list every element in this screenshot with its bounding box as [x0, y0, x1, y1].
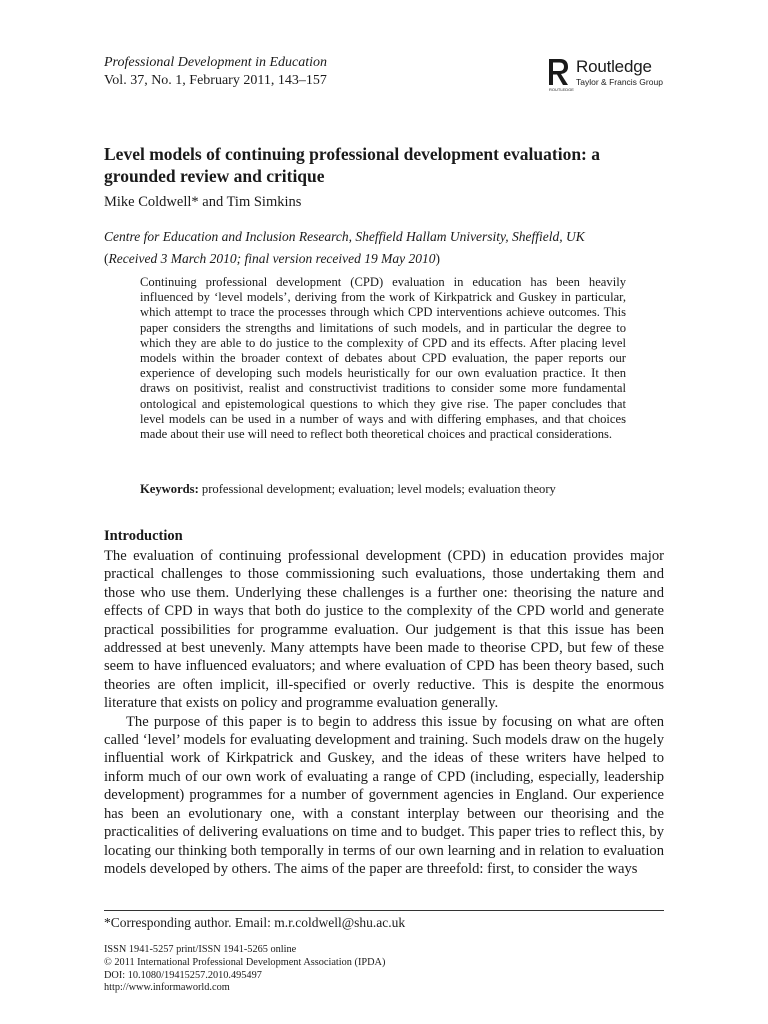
received-close-paren: ): [435, 251, 441, 266]
publisher-name: Routledge: [576, 57, 652, 76]
section-heading-introduction: Introduction: [104, 528, 183, 544]
received-dates: [104, 250, 440, 267]
publisher-logo-text: [576, 58, 663, 88]
keywords-list: professional development; evaluation; level models; evaluation theory: [201, 482, 556, 496]
journal-name: Professional Development in Education: [104, 55, 328, 70]
received-open-paren: (: [104, 251, 109, 266]
introduction-body: [104, 547, 664, 878]
article-title: Level models of continuing professional development evaluation: a grounded review and critique: [104, 144, 601, 186]
routledge-logo-icon: [548, 58, 574, 92]
author-affiliation: Centre for Education and Inclusion Research, Sheffield Hallam University, Sheffield, UK: [104, 229, 585, 244]
logo-vertical-text: ROUTLEDGE: [549, 87, 574, 92]
introduction-paragraph-1: The evaluation of continuing professional development (CPD) in education provides major practical challenges to those commissioning such evaluations, those undertaking them and those who use them. Underlying these challenges is a further one: theorising the nature and effects of CPD in ways that both do justice to the complexity of the CPD world and generate practical possibilities for programme evaluation. Our judgement is that this issue has been addressed at best unevenly. Many attempts have been made to theorise CPD, but few of these seem to have influenced evaluators; and where evaluation of CPD has been theory based, such theories are often implicit, ill-specified or overly reductive. This is despite the enormous literature that exists on policy and programme evaluation generally.: [104, 548, 664, 712]
journal-header: [104, 54, 327, 90]
keywords: [140, 482, 640, 497]
publication-info: [104, 944, 385, 995]
copyright-line: © 2011 International Professional Development Association (IPDA): [104, 956, 386, 968]
article-authors: Mike Coldwell* and Tim Simkins: [104, 194, 302, 210]
keywords-label: Keywords:: [140, 482, 199, 496]
received-text: Received 3 March 2010; final version received 19 May 2010: [108, 251, 436, 266]
footnote-divider: [104, 910, 664, 911]
introduction-paragraph-2: The purpose of this paper is to begin to address this issue by focusing on what are often called ‘level’ models for evaluating development and training. Such models draw on the hugely influential work of Kirkpatrick and Guskey, and the ideas of these writers have helped to inform much of our own work of evaluating a range of CPD (including, especially, leadership development) programmes for a number of government agencies in England. Our experience has been an evolutionary one, with a constant interplay between our theorising and the practicalities of delivering evaluations on time and to budget. This paper tries to reflect this, by locating our thinking both temporally in terms of our own learning and in relation to evaluation models developed by others. The aims of the paper are threefold: first, to consider the ways: [104, 713, 664, 877]
publisher-logo: [548, 58, 663, 92]
issn-line: ISSN 1941-5257 print/ISSN 1941-5265 online: [104, 944, 297, 955]
abstract: Continuing professional development (CPD) evaluation in education has been heavily influenced by ‘level models’, deriving from the work of Kirkpatrick and Guskey in particular, which attempt to trace the processes through which CPD interventions achieve outcomes. This paper considers the strengths and limitations of such models, and in particular the degree to which they are able to do justice to the complexity of CPD and its effects. After placing level models within the broader context of debates about CPD evaluation, the paper reports our experience of developing such models heuristically for our own evaluation practice. It then draws on positivist, realist and constructivist traditions to consider some more fundamental ontological and epistemological questions to which they give rise. The paper concludes that level models can be used in a number of ways and with differing emphases, and that choices made about their use will need to reflect both theoretical choices and practical considerations.: [140, 275, 626, 442]
corresponding-author-footnote: *Corresponding author. Email: m.r.coldwell@shu.ac.uk: [104, 915, 406, 930]
publisher-group: Taylor & Francis Group: [576, 77, 663, 87]
publisher-url: http://www.informaworld.com: [104, 982, 230, 994]
doi-line: DOI: 10.1080/19415257.2010.495497: [104, 969, 262, 981]
journal-volume: Vol. 37, No. 1, February 2011, 143–157: [104, 73, 327, 88]
